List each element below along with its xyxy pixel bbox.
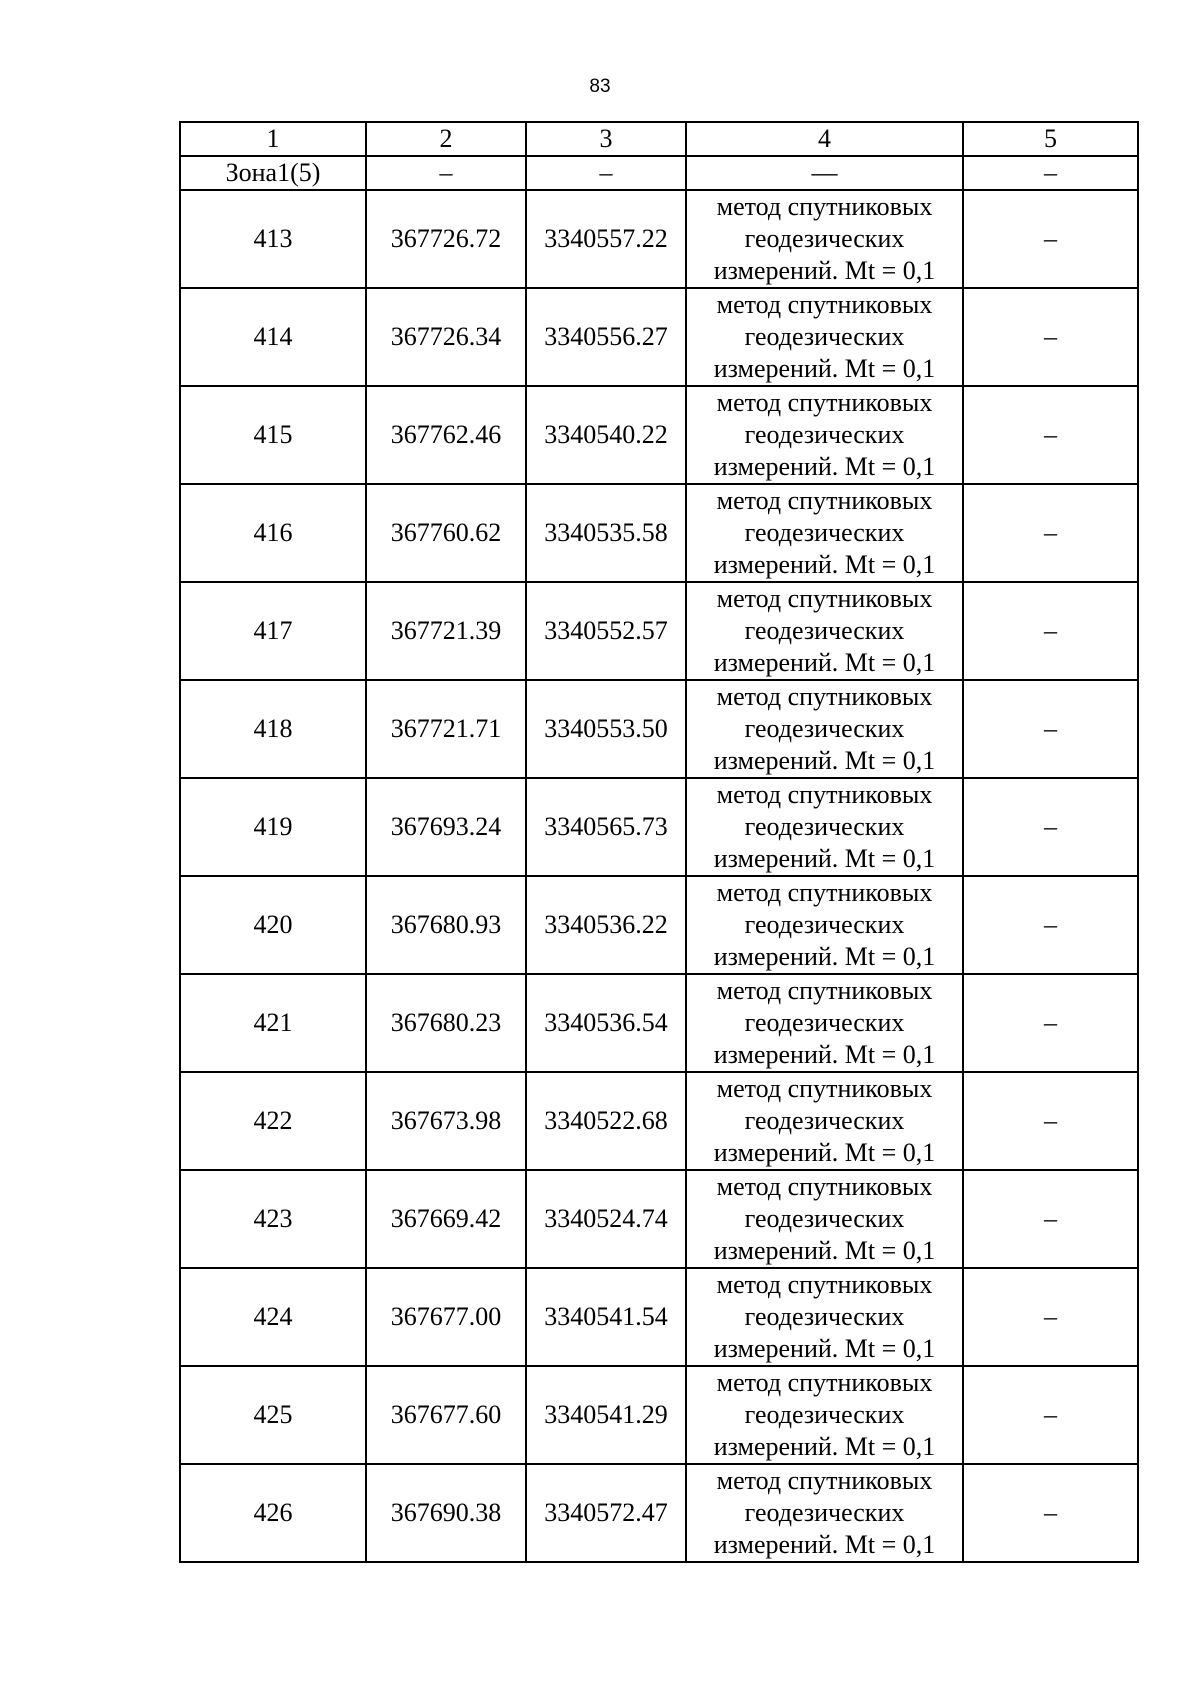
method-text-line: метод спутниковых xyxy=(716,878,933,907)
method-text-line: метод спутниковых xyxy=(716,682,933,711)
note-cell: – xyxy=(963,1464,1138,1562)
x-coordinate-cell: 367762.46 xyxy=(366,386,526,484)
method-cell xyxy=(686,778,963,876)
method-text-line: метод спутниковых xyxy=(716,1466,933,1495)
method-cell xyxy=(686,190,963,288)
method-cell xyxy=(686,386,963,484)
note-cell: – xyxy=(963,778,1138,876)
method-text-line: метод спутниковых xyxy=(716,1074,933,1103)
y-coordinate-cell: 3340540.22 xyxy=(526,386,686,484)
method-text-line: метод спутниковых xyxy=(716,584,933,613)
method-text-line: измерений. Mt = 0,1 xyxy=(713,1334,936,1363)
x-coordinate-cell: 367677.60 xyxy=(366,1366,526,1464)
point-number-cell: 423 xyxy=(180,1170,366,1268)
table-row xyxy=(180,680,1138,778)
method-text-line: измерений. Mt = 0,1 xyxy=(713,550,936,579)
table-row xyxy=(180,1072,1138,1170)
y-coordinate-cell: 3340565.73 xyxy=(526,778,686,876)
x-coordinate-cell: 367721.39 xyxy=(366,582,526,680)
method-cell xyxy=(686,1464,963,1562)
method-text-line: метод спутниковых xyxy=(716,1368,933,1397)
point-number-cell: 426 xyxy=(180,1464,366,1562)
method-text-line: измерений. Mt = 0,1 xyxy=(713,1432,936,1461)
x-coordinate-cell: 367693.24 xyxy=(366,778,526,876)
table-row xyxy=(180,1170,1138,1268)
note-cell: – xyxy=(963,680,1138,778)
method-cell xyxy=(686,680,963,778)
x-coordinate-cell: 367726.72 xyxy=(366,190,526,288)
y-coordinate-cell: 3340535.58 xyxy=(526,484,686,582)
table-row xyxy=(180,974,1138,1072)
method-text-line: измерений. Mt = 0,1 xyxy=(713,1530,936,1559)
method-cell xyxy=(686,876,963,974)
table-row xyxy=(180,582,1138,680)
note-cell: – xyxy=(963,190,1138,288)
method-text-line: измерений. Mt = 0,1 xyxy=(713,1040,936,1069)
coordinates-table xyxy=(179,121,1139,1563)
note-cell: – xyxy=(963,1366,1138,1464)
method-text-line: измерений. Mt = 0,1 xyxy=(713,1236,936,1265)
y-coordinate-cell: 3340552.57 xyxy=(526,582,686,680)
note-cell: – xyxy=(963,386,1138,484)
method-text-line: измерений. Mt = 0,1 xyxy=(713,1138,936,1167)
note-cell: – xyxy=(963,1268,1138,1366)
point-number-cell: 414 xyxy=(180,288,366,386)
method-text-line: геодезических xyxy=(744,322,905,351)
column-header: 5 xyxy=(963,122,1138,156)
method-text-line: геодезических xyxy=(744,518,905,547)
method-text-line: измерений. Mt = 0,1 xyxy=(713,256,936,285)
note-cell: – xyxy=(963,288,1138,386)
zone-cell: — xyxy=(686,156,963,190)
x-coordinate-cell: 367677.00 xyxy=(366,1268,526,1366)
method-text-line: метод спутниковых xyxy=(716,1270,933,1299)
note-cell: – xyxy=(963,484,1138,582)
method-text-line: измерений. Mt = 0,1 xyxy=(713,354,936,383)
point-number-cell: 421 xyxy=(180,974,366,1072)
column-header: 2 xyxy=(366,122,526,156)
point-number-cell: 416 xyxy=(180,484,366,582)
point-number-cell: 418 xyxy=(180,680,366,778)
table-row xyxy=(180,1268,1138,1366)
method-cell xyxy=(686,484,963,582)
table-row xyxy=(180,386,1138,484)
method-text-line: измерений. Mt = 0,1 xyxy=(713,844,936,873)
coordinates-table-wrapper xyxy=(179,121,1137,1563)
zone-cell: – xyxy=(366,156,526,190)
y-coordinate-cell: 3340556.27 xyxy=(526,288,686,386)
table-row xyxy=(180,484,1138,582)
method-text-line: метод спутниковых xyxy=(716,780,933,809)
x-coordinate-cell: 367726.34 xyxy=(366,288,526,386)
method-text-line: геодезических xyxy=(744,910,905,939)
point-number-cell: 417 xyxy=(180,582,366,680)
note-cell: – xyxy=(963,974,1138,1072)
method-text-line: геодезических xyxy=(744,1400,905,1429)
column-header: 4 xyxy=(686,122,963,156)
method-cell xyxy=(686,1366,963,1464)
note-cell: – xyxy=(963,1170,1138,1268)
point-number-cell: 424 xyxy=(180,1268,366,1366)
note-cell: – xyxy=(963,582,1138,680)
table-row xyxy=(180,190,1138,288)
y-coordinate-cell: 3340557.22 xyxy=(526,190,686,288)
point-number-cell: 413 xyxy=(180,190,366,288)
method-text-line: геодезических xyxy=(744,1302,905,1331)
method-cell xyxy=(686,1072,963,1170)
method-cell xyxy=(686,1268,963,1366)
zone-label: Зона1(5) xyxy=(180,156,366,190)
method-text-line: метод спутниковых xyxy=(716,388,933,417)
method-text-line: метод спутниковых xyxy=(716,486,933,515)
y-coordinate-cell: 3340553.50 xyxy=(526,680,686,778)
point-number-cell: 419 xyxy=(180,778,366,876)
x-coordinate-cell: 367673.98 xyxy=(366,1072,526,1170)
method-text-line: геодезических xyxy=(744,1204,905,1233)
y-coordinate-cell: 3340536.54 xyxy=(526,974,686,1072)
y-coordinate-cell: 3340541.54 xyxy=(526,1268,686,1366)
note-cell: – xyxy=(963,1072,1138,1170)
method-cell xyxy=(686,582,963,680)
method-text-line: геодезических xyxy=(744,1498,905,1527)
point-number-cell: 415 xyxy=(180,386,366,484)
method-text-line: измерений. Mt = 0,1 xyxy=(713,452,936,481)
method-text-line: геодезических xyxy=(744,1008,905,1037)
note-cell: – xyxy=(963,876,1138,974)
method-text-line: геодезических xyxy=(744,812,905,841)
method-text-line: измерений. Mt = 0,1 xyxy=(713,942,936,971)
method-text-line: метод спутниковых xyxy=(716,1172,933,1201)
y-coordinate-cell: 3340524.74 xyxy=(526,1170,686,1268)
method-text-line: измерений. Mt = 0,1 xyxy=(713,648,936,677)
x-coordinate-cell: 367690.38 xyxy=(366,1464,526,1562)
x-coordinate-cell: 367721.71 xyxy=(366,680,526,778)
point-number-cell: 425 xyxy=(180,1366,366,1464)
method-cell xyxy=(686,288,963,386)
x-coordinate-cell: 367669.42 xyxy=(366,1170,526,1268)
x-coordinate-cell: 367680.93 xyxy=(366,876,526,974)
point-number-cell: 422 xyxy=(180,1072,366,1170)
method-text-line: геодезических xyxy=(744,714,905,743)
table-row xyxy=(180,778,1138,876)
y-coordinate-cell: 3340536.22 xyxy=(526,876,686,974)
method-text-line: геодезических xyxy=(744,1106,905,1135)
table-row xyxy=(180,876,1138,974)
zone-cell: – xyxy=(526,156,686,190)
y-coordinate-cell: 3340522.68 xyxy=(526,1072,686,1170)
method-text-line: измерений. Mt = 0,1 xyxy=(713,746,936,775)
table-row xyxy=(180,288,1138,386)
table-row xyxy=(180,1464,1138,1562)
y-coordinate-cell: 3340572.47 xyxy=(526,1464,686,1562)
method-text-line: метод спутниковых xyxy=(716,976,933,1005)
y-coordinate-cell: 3340541.29 xyxy=(526,1366,686,1464)
point-number-cell: 420 xyxy=(180,876,366,974)
page-number: 83 xyxy=(589,76,611,97)
zone-row xyxy=(180,156,1138,190)
x-coordinate-cell: 367760.62 xyxy=(366,484,526,582)
zone-cell: – xyxy=(963,156,1138,190)
table-row xyxy=(180,1366,1138,1464)
table-header-row xyxy=(180,122,1138,156)
method-text-line: геодезических xyxy=(744,420,905,449)
method-text-line: метод спутниковых xyxy=(716,192,933,221)
column-header: 1 xyxy=(180,122,366,156)
method-text-line: геодезических xyxy=(744,616,905,645)
method-text-line: геодезических xyxy=(744,224,905,253)
method-text-line: метод спутниковых xyxy=(716,290,933,319)
method-cell xyxy=(686,1170,963,1268)
method-cell xyxy=(686,974,963,1072)
x-coordinate-cell: 367680.23 xyxy=(366,974,526,1072)
column-header: 3 xyxy=(526,122,686,156)
